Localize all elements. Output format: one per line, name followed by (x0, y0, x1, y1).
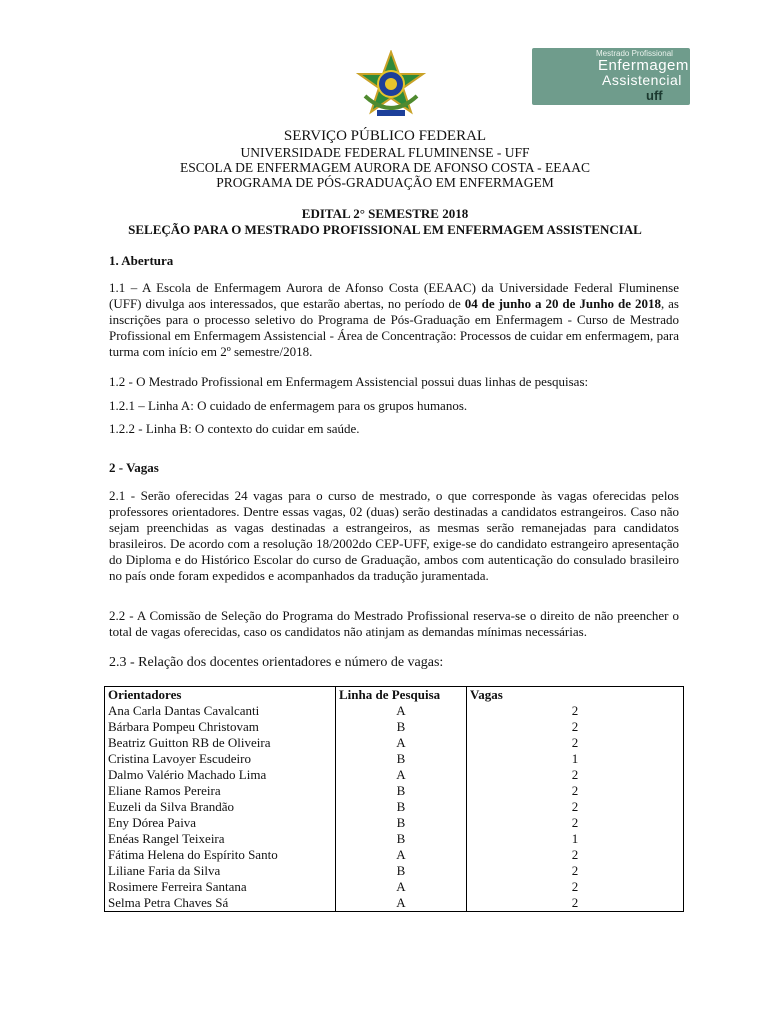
section-2-heading: 2 - Vagas (109, 460, 159, 475)
table-row (105, 783, 684, 799)
header-line-2: UNIVERSIDADE FEDERAL FLUMINENSE - UFF (240, 145, 530, 160)
paragraph-1-1-dates: 04 de junho a 20 de Junho de 2018 (464, 296, 661, 311)
table-row (105, 799, 684, 815)
edital-subtitle: SELEÇÃO PARA O MESTRADO PROFISSIONAL EM ENFERMAGEM ASSISTENCIAL (128, 222, 642, 237)
research-line-cell: B (336, 799, 467, 815)
research-line-cell: B (336, 751, 467, 767)
logo-line2: Enfermagem (598, 57, 689, 74)
research-line-cell: B (336, 719, 467, 735)
vacancies-cell: 2 (571, 815, 579, 830)
header-line-1: SERVIÇO PÚBLICO FEDERAL (283, 128, 487, 144)
edital-title: EDITAL 2° SEMESTRE 2018 (301, 206, 469, 221)
paragraph-1-1 (109, 280, 679, 360)
header-line-3: ESCOLA DE ENFERMAGEM AURORA DE AFONSO COSTA - EEAAC (180, 160, 590, 175)
vacancies-cell: 2 (571, 735, 579, 750)
section-1-heading: 1. Abertura (109, 253, 174, 268)
paragraph-2-3: 2.3 - Relação dos docentes orientadores e número de vagas: (109, 655, 444, 670)
research-line-cell: B (336, 831, 467, 847)
research-line-cell: A (336, 767, 467, 783)
logo-line3: Assistencial (602, 72, 682, 88)
col-header-linha: Linha de Pesquisa (336, 687, 467, 704)
vacancies-cell: 2 (571, 863, 579, 878)
paragraph-1-1-part-a: 1.1 – A Escola de Enfermagem Aurora de Afonso Costa (EEAAC) da Universidade Federal Fluminense (UFF) divulga aos interessados, que estarão abertas, no período de (109, 280, 679, 311)
table-row (105, 815, 684, 831)
vacancies-cell: 2 (571, 847, 579, 862)
advisor-name-cell: Dalmo Valério Machado Lima (105, 767, 336, 783)
vacancies-cell: 1 (571, 831, 579, 846)
vacancies-cell: 2 (571, 719, 579, 734)
paragraph-1-1-part-c: , as inscrições para o processo seletivo do Programa de Pós-Graduação em Enfermagem - Curso de Mestrado Profissional em Enfermagem Assistencial - Área de Concentração: Processos de cuidar em enfermagem, para turma com início em 2º semestre/2018. (109, 296, 679, 359)
advisor-name-cell: Eny Dórea Paiva (105, 815, 336, 831)
advisor-name-cell: Selma Petra Chaves Sá (105, 895, 336, 912)
vacancies-cell: 2 (571, 895, 579, 910)
logo-uff-mark: uff (646, 88, 663, 103)
advisor-name-cell: Eliane Ramos Pereira (105, 783, 336, 799)
vacancies-cell: 2 (571, 703, 579, 718)
table-row (105, 719, 684, 735)
advisor-name-cell: Beatriz Guitton RB de Oliveira (105, 735, 336, 751)
vacancies-cell: 2 (571, 767, 579, 782)
advisor-name-cell: Rosimere Ferreira Santana (105, 879, 336, 895)
table-row (105, 879, 684, 895)
paragraph-1-2: 1.2 - O Mestrado Profissional em Enfermagem Assistencial possui duas linhas de pesquisas: (109, 374, 589, 389)
advisor-name-cell: Bárbara Pompeu Christovam (105, 719, 336, 735)
col-header-orientadores: Orientadores (105, 687, 336, 704)
research-line-cell: B (336, 783, 467, 799)
research-line-cell: A (336, 735, 467, 751)
advisor-name-cell: Fátima Helena do Espírito Santo (105, 847, 336, 863)
paragraph-1-2-1: 1.2.1 – Linha A: O cuidado de enfermagem para os grupos humanos. (109, 398, 468, 413)
coat-of-arms-icon (355, 50, 427, 122)
table-row (105, 735, 684, 751)
vacancies-cell: 2 (571, 799, 579, 814)
research-line-cell: B (336, 815, 467, 831)
table-row (105, 831, 684, 847)
col-header-vagas: Vagas (470, 687, 503, 702)
table-row (105, 863, 684, 879)
header-line-4: PROGRAMA DE PÓS-GRADUAÇÃO EM ENFERMAGEM (216, 175, 554, 190)
table-row (105, 895, 684, 912)
research-line-cell: A (336, 895, 467, 912)
advisor-name-cell: Enéas Rangel Teixeira (105, 831, 336, 847)
vacancies-cell: 1 (571, 751, 579, 766)
vacancies-cell: 2 (571, 879, 579, 894)
advisors-table (104, 686, 684, 912)
advisor-name-cell: Euzeli da Silva Brandão (105, 799, 336, 815)
paragraph-2-1: 2.1 - Serão oferecidas 24 vagas para o curso de mestrado, o que corresponde às vagas oferecidas pelos professores orientadores. Dentre essas vagas, 02 (duas) serão destinadas a candidatos estrangeiros. Caso não sejam preenchidas as vagas destinadas a estrangeiros, as mesmas serão remanejadas para candidatos brasileiros. De acordo com a resolução 18/2002do CEP-UFF, exige-se do candidato estrangeiro apresentação do Diploma e do Histórico Escolar do curso de Graduação, ambos com autenticação do consulado brasileiro no país onde foram expedidos e acompanhados da tradução juramentada. (109, 488, 679, 583)
table-row (105, 767, 684, 783)
table-header-row (105, 687, 684, 704)
logo-line1: Mestrado Profissional (596, 49, 673, 58)
advisor-name-cell: Ana Carla Dantas Cavalcanti (105, 703, 336, 719)
research-line-cell: B (336, 863, 467, 879)
logo-divider (532, 105, 690, 110)
paragraph-1-2-2: 1.2.2 - Linha B: O contexto do cuidar em saúde. (109, 421, 360, 436)
paragraph-2-2: 2.2 - A Comissão de Seleção do Programa do Mestrado Profissional reserva-se o direito de não preencher o total de vagas oferecidas, caso os candidatos não atinjam as demandas mínimas necessárias. (109, 608, 679, 639)
program-logo (532, 48, 690, 105)
table-row (105, 847, 684, 863)
advisor-name-cell: Liliane Faria da Silva (105, 863, 336, 879)
vacancies-cell: 2 (571, 783, 579, 798)
research-line-cell: A (336, 703, 467, 719)
advisor-name-cell: Cristina Lavoyer Escudeiro (105, 751, 336, 767)
table-row (105, 751, 684, 767)
table-row (105, 703, 684, 719)
research-line-cell: A (336, 879, 467, 895)
research-line-cell: A (336, 847, 467, 863)
